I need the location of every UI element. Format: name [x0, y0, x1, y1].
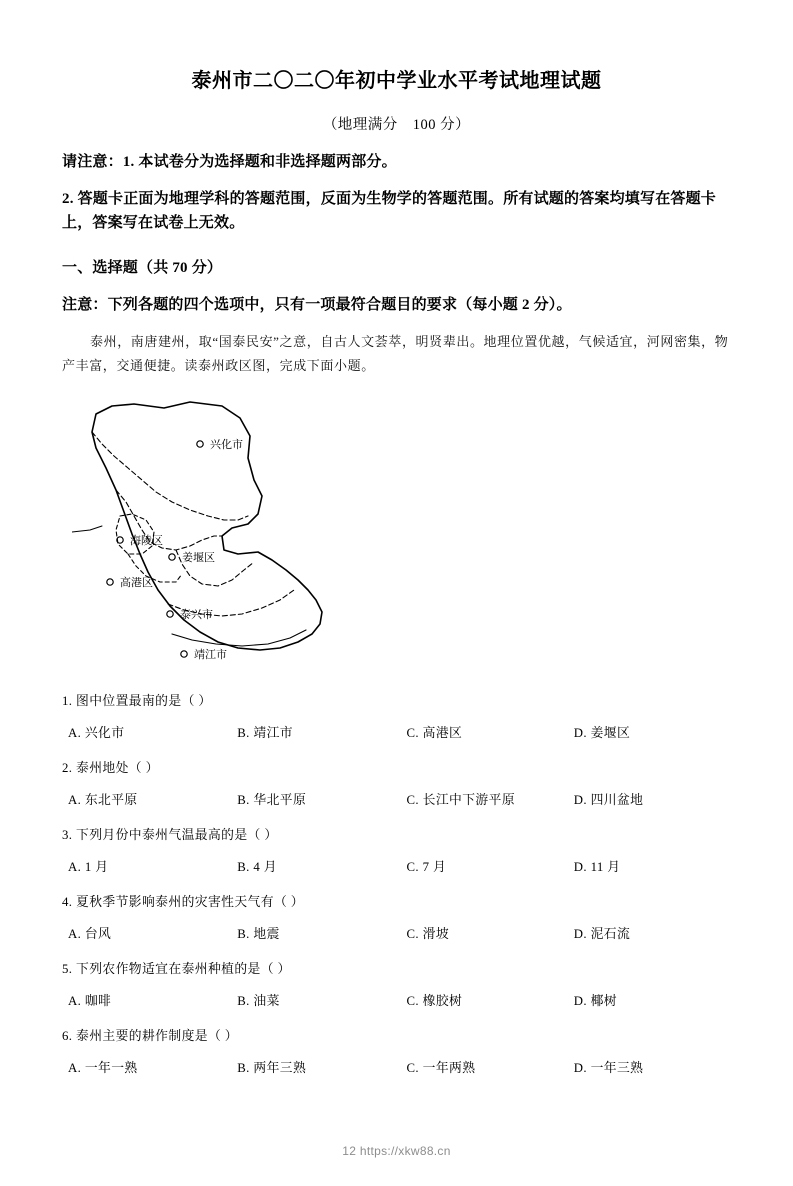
- notice-line-1: 请注意：1. 本试卷分为选择题和非选择题两部分。: [62, 154, 397, 170]
- reading-passage: 泰州，南唐建州，取“国泰民安”之意，自古人文荟萃，明贤辈出。地理位置优越，气候适宜，河网密集，物产丰富，交通便捷。读泰州政区图，完成下面小题。: [62, 333, 729, 373]
- option-5-a[interactable]: A. 咖啡: [68, 993, 112, 1008]
- option-2-d[interactable]: D. 四川盆地: [573, 792, 644, 807]
- option-6-d[interactable]: D. 一年三熟: [573, 1060, 644, 1075]
- option-6-a[interactable]: A. 一年一熟: [68, 1060, 138, 1075]
- page-footer: 12 https://xkw88.cn: [342, 1144, 451, 1158]
- page-title: 泰州市二〇二〇年初中学业水平考试地理试题: [191, 70, 602, 92]
- option-2-a[interactable]: A. 东北平原: [68, 792, 138, 807]
- question-options-5: [62, 990, 731, 1009]
- question-stem-6: 6. 泰州主要的耕作制度是（ ）: [62, 1028, 238, 1043]
- notice-line-2: 2. 答题卡正面为地理学科的答题范围，反面为生物学的答题范围。所有试题的答案均填写在答题卡上，答案写在试卷上无效。: [62, 191, 717, 231]
- question-stem-1: 1. 图中位置最南的是（ ）: [62, 693, 212, 708]
- map-label-gaogang: 高港区: [120, 576, 153, 589]
- option-4-b[interactable]: B. 地震: [237, 926, 280, 941]
- option-6-c[interactable]: C. 一年两熟: [406, 1060, 476, 1075]
- question-options-3: [62, 856, 731, 875]
- map-label-taixing: 泰兴市: [180, 608, 213, 621]
- map-label-xinghua: 兴化市: [210, 438, 243, 451]
- option-5-d[interactable]: D. 椰树: [573, 993, 617, 1008]
- taizhou-district-map: [62, 384, 731, 674]
- option-6-b[interactable]: B. 两年三熟: [237, 1060, 307, 1075]
- option-4-c[interactable]: C. 滑坡: [406, 926, 450, 941]
- option-3-c[interactable]: C. 7 月: [406, 859, 447, 874]
- option-1-d[interactable]: D. 姜堰区: [573, 725, 631, 740]
- option-5-c[interactable]: C. 橡胶树: [406, 993, 463, 1008]
- option-1-c[interactable]: C. 高港区: [406, 725, 463, 740]
- option-4-a[interactable]: A. 台风: [68, 926, 112, 941]
- exam-page: [0, 64, 793, 1186]
- question-stem-2: 2. 泰州地处（ ）: [62, 760, 159, 775]
- option-3-a[interactable]: A. 1 月: [68, 859, 109, 874]
- map-label-jingjiang: 靖江市: [194, 648, 227, 661]
- question-stem-5: 5. 下列农作物适宜在泰州种植的是（ ）: [62, 961, 291, 976]
- question-options-6: [62, 1057, 731, 1076]
- question-stem-3: 3. 下列月份中泰州气温最高的是（ ）: [62, 827, 278, 842]
- option-3-d[interactable]: D. 11 月: [573, 859, 621, 874]
- question-options-1: [62, 722, 731, 741]
- option-4-d[interactable]: D. 泥石流: [573, 926, 631, 941]
- section-heading-choice: 一、选择题（共 70 分）: [62, 259, 223, 276]
- option-2-c[interactable]: C. 长江中下游平原: [406, 792, 516, 807]
- option-3-b[interactable]: B. 4 月: [237, 859, 277, 874]
- question-options-4: [62, 923, 731, 942]
- option-1-b[interactable]: B. 靖江市: [237, 725, 293, 740]
- exam-score-subtitle: （地理满分 100 分）: [322, 117, 471, 133]
- question-stem-4: 4. 夏秋季节影响泰州的灾害性天气有（ ）: [62, 894, 304, 909]
- option-5-b[interactable]: B. 油菜: [237, 993, 280, 1008]
- map-label-jiangyan: 姜堰区: [182, 551, 215, 564]
- option-2-b[interactable]: B. 华北平原: [237, 792, 307, 807]
- section-note-choice: 注意：下列各题的四个选项中，只有一项最符合题目的要求（每小题 2 分）。: [62, 296, 572, 313]
- map-figure: [72, 384, 392, 674]
- option-1-a[interactable]: A. 兴化市: [68, 725, 125, 740]
- map-label-hailing: 海陵区: [130, 534, 163, 547]
- question-options-2: [62, 789, 731, 808]
